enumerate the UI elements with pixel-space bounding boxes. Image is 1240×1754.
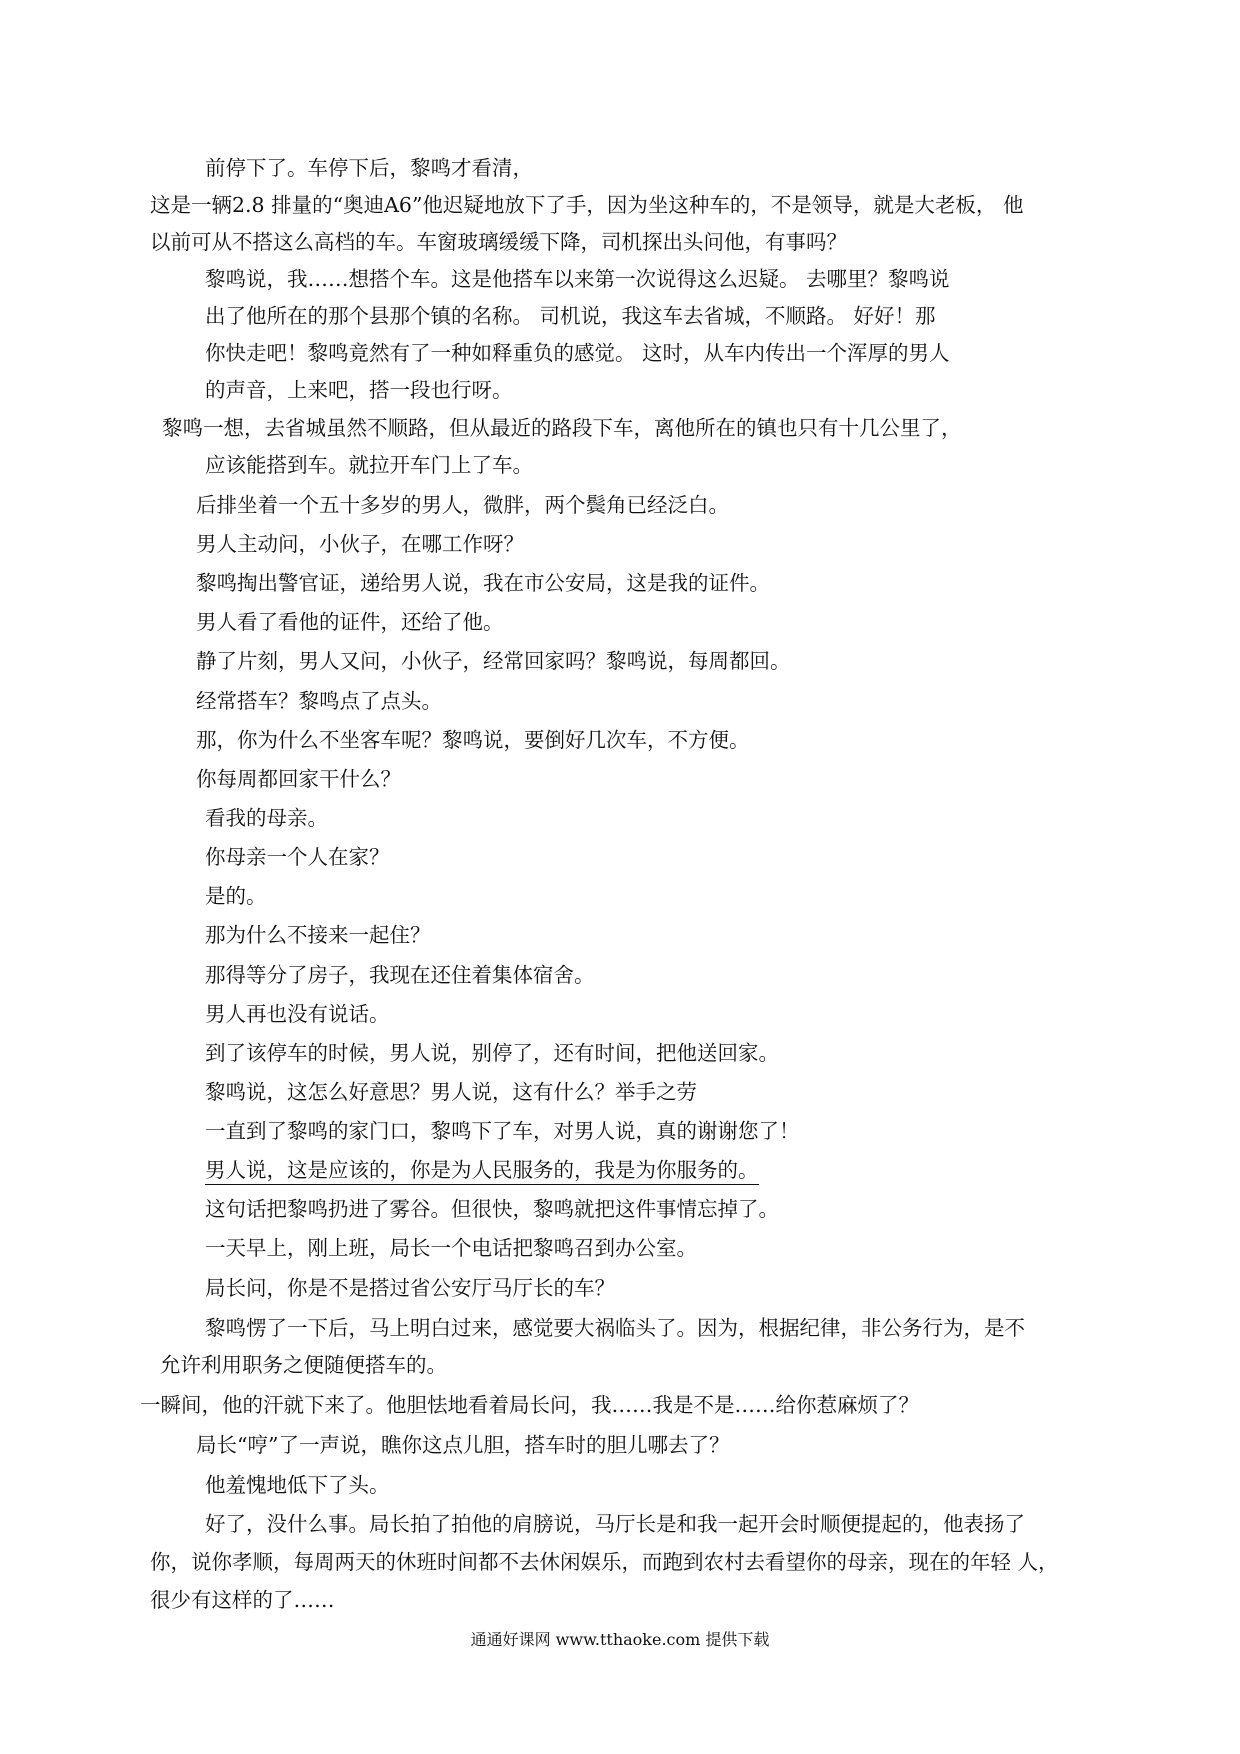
text-line: 黎鸣愣了一下后，马上明白过来，感觉要大祸临头了。因为，根据纪律，非公务行为，是不 bbox=[205, 1316, 1025, 1340]
text-line: 经常搭车？黎鸣点了点头。 bbox=[196, 689, 442, 713]
text-line: 允许利用职务之便随便搭车的。 bbox=[160, 1353, 447, 1377]
text-line: 到了该停车的时候，男人说，别停了，还有时间，把他送回家。 bbox=[205, 1041, 779, 1065]
text-line: 男人主动问，小伙子，在哪工作呀？ bbox=[196, 532, 524, 556]
text-line: 是的。 bbox=[205, 884, 267, 908]
text-line: 那为什么不接来一起住？ bbox=[205, 923, 431, 947]
text-line: 应该能搭到车。就拉开车门上了车。 bbox=[205, 453, 533, 477]
text-line: 他羞愧地低下了头。 bbox=[205, 1473, 390, 1497]
text-line: 一直到了黎鸣的家门口，黎鸣下了车，对男人说，真的谢谢您了！ bbox=[205, 1119, 800, 1143]
text-line: 这是一辆2.8 排量的“奥迪A6”他迟疑地放下了手，因为坐这种车的，不是领导，就是大老板， 他 bbox=[150, 193, 1024, 217]
text-line: 那，你为什么不坐客车呢？黎鸣说，要倒好几次车，不方便。 bbox=[196, 728, 750, 752]
text-line: 你，说你孝顺，每周两天的休班时间都不去休闲娱乐，而跑到农村去看望你的母亲，现在的年轻 人， bbox=[150, 1550, 1059, 1574]
text-line: 以前可从不搭这么高档的车。车窗玻璃缓缓下降，司机探出头问他，有事吗？ bbox=[150, 230, 847, 254]
text-line: 一天早上，刚上班，局长一个电话把黎鸣召到办公室。 bbox=[205, 1236, 697, 1260]
text-line: 静了片刻，男人又问，小伙子，经常回家吗？黎鸣说，每周都回。 bbox=[196, 649, 791, 673]
text-line: 那得等分了房子，我现在还住着集体宿舍。 bbox=[205, 963, 595, 987]
text-line: 前停下了。车停下后，黎鸣才看清， bbox=[205, 156, 533, 180]
text-line: 你每周都回家干什么？ bbox=[196, 767, 401, 791]
text-line: 好了，没什么事。局长拍了拍他的肩膀说，马厅长是和我一起开会时顺便提起的，他表扬了 bbox=[205, 1512, 1025, 1536]
text-line: 的声音，上来吧，搭一段也行呀。 bbox=[205, 378, 513, 402]
text-line: 男人再也没有说话。 bbox=[205, 1002, 390, 1026]
text-line: 黎鸣掏出警官证，递给男人说，我在市公安局，这是我的证件。 bbox=[196, 571, 770, 595]
page-footer: 通通好课网 www.tthaoke.com 提供下载 bbox=[470, 1630, 770, 1649]
text-line: 出了他所在的那个县那个镇的名称。 司机说，我这车去省城，不顺路。 好好！那 bbox=[205, 304, 936, 328]
text-line: 男人看了看他的证件，还给了他。 bbox=[196, 610, 504, 634]
underlined-text-line: 男人说，这是应该的，你是为人民服务的，我是为你服务的。 bbox=[205, 1157, 759, 1185]
text-line: 后排坐着一个五十多岁的男人，微胖，两个鬓角已经泛白。 bbox=[196, 493, 729, 517]
text-line: 黎鸣一想，去省城虽然不顺路，但从最近的路段下车，离他所在的镇也只有十几公里了， bbox=[162, 416, 962, 440]
text-line: 黎鸣说，我……想搭个车。这是他搭车以来第一次说得这么迟疑。 去哪里？黎鸣说 bbox=[205, 267, 950, 291]
text-line: 局长“哼”了一声说，瞧你这点儿胆，搭车时的胆儿哪去了？ bbox=[196, 1433, 730, 1457]
text-line: 黎鸣说，这怎么好意思？男人说，这有什么？举手之劳 bbox=[205, 1080, 697, 1104]
text-line: 你母亲一个人在家？ bbox=[205, 845, 390, 869]
text-line: 一瞬间，他的汗就下来了。他胆怯地看着局长问，我……我是不是……给你惹麻烦了？ bbox=[140, 1393, 919, 1417]
text-line: 这句话把黎鸣扔进了雾谷。但很快，黎鸣就把这件事情忘掉了。 bbox=[205, 1197, 779, 1221]
text-line: 很少有这样的了…… bbox=[150, 1588, 335, 1612]
text-line: 你快走吧！黎鸣竟然有了一种如释重负的感觉。 这时，从车内传出一个浑厚的男人 bbox=[205, 341, 950, 365]
text-line: 局长问，你是不是搭过省公安厅马厅长的车？ bbox=[205, 1276, 615, 1300]
text-line: 看我的母亲。 bbox=[205, 806, 328, 830]
